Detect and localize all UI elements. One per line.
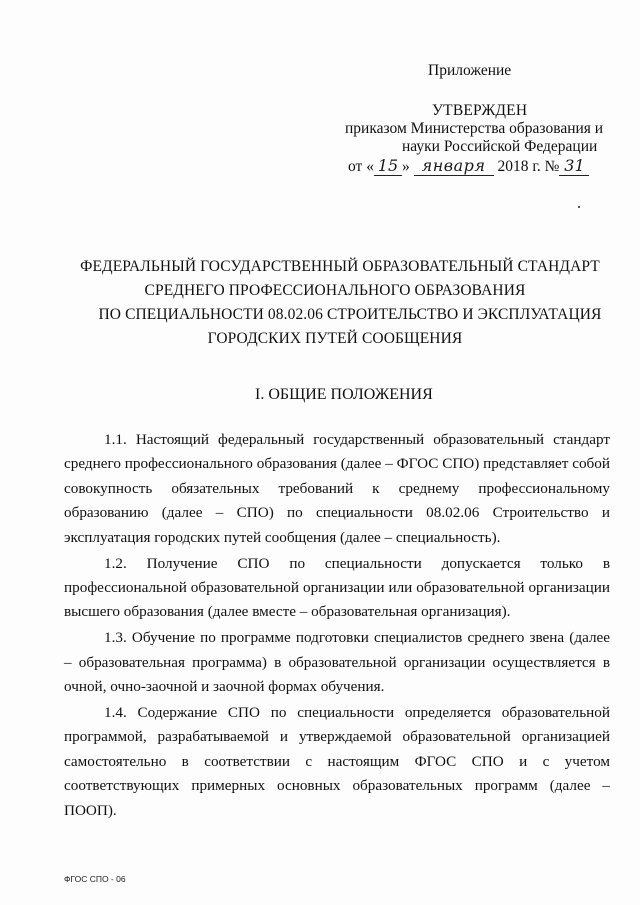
paragraph-1-3: 1.3. Обучение по программе подготовки специалистов среднего звена (далее – образовательная программа) в образовательной организации осуществляется в очной, очно-заочной и заочной формах обучения. [64, 629, 610, 696]
order-issuer-line2: науки Российской Федерации [402, 138, 598, 155]
paragraph-1-1: 1.1. Настоящий федеральный государственный образовательный стандарт среднего профессионального образования (далее – ФГОС СПО) представляет собой совокупность обязательных требований к среднему профессиональному образованию (далее – СПО) по специальности 08.02.06 Строительство и эксплуатация городских путей сообщения (далее – специальность). [64, 431, 610, 546]
paragraph-1-4: 1.4. Содержание СПО по специальности определяется образовательной программой, разрабатываемой и утверждаемой образовательной организацией самостоятельно в соответствии с настоящим ФГОС СПО и с учетом соответствующих примерных основных образовательных программ (далее – ПООП). [64, 703, 610, 819]
paragraph-1-2: 1.2. Получение СПО по специальности допускается только в профессиональной образовательной организации или образовательной организации высшего образования (далее вместе – образовательная организация). [64, 554, 610, 621]
document-body [64, 428, 610, 825]
date-year: 2018 г. № [497, 158, 560, 175]
title-line-4: ГОРОДСКИХ ПУТЕЙ СООБЩЕНИЯ [207, 330, 463, 347]
handwritten-month: января [414, 156, 494, 176]
footer-document-code: ФГОС СПО - 06 [64, 874, 126, 884]
title-line-3: ПО СПЕЦИАЛЬНОСТИ 08.02.06 СТРОИТЕЛЬСТВО И ЭКСПЛУАТАЦИЯ [98, 306, 602, 323]
order-issuer-line1: приказом Министерства образования и [345, 120, 604, 137]
appendix-label: Приложение [428, 62, 512, 79]
approved-label: УТВЕРЖДЕН [432, 102, 528, 119]
order-date-line [348, 156, 589, 176]
handwritten-day: 15 [374, 156, 402, 176]
document-title [40, 255, 630, 351]
title-line-2: СРЕДНЕГО ПРОФЕССИОНАЛЬНОГО ОБРАЗОВАНИЯ [144, 282, 526, 299]
date-prefix: от « [348, 158, 374, 175]
section-heading: I. ОБЩИЕ ПОЛОЖЕНИЯ [255, 386, 433, 403]
handwritten-order-number: 31 [559, 156, 589, 176]
title-line-1: ФЕДЕРАЛЬНЫЙ ГОСУДАРСТВЕННЫЙ ОБРАЗОВАТЕЛЬНЫЙ СТАНДАРТ [80, 258, 600, 275]
scan-speck [578, 206, 580, 208]
date-mid: » [401, 158, 414, 175]
